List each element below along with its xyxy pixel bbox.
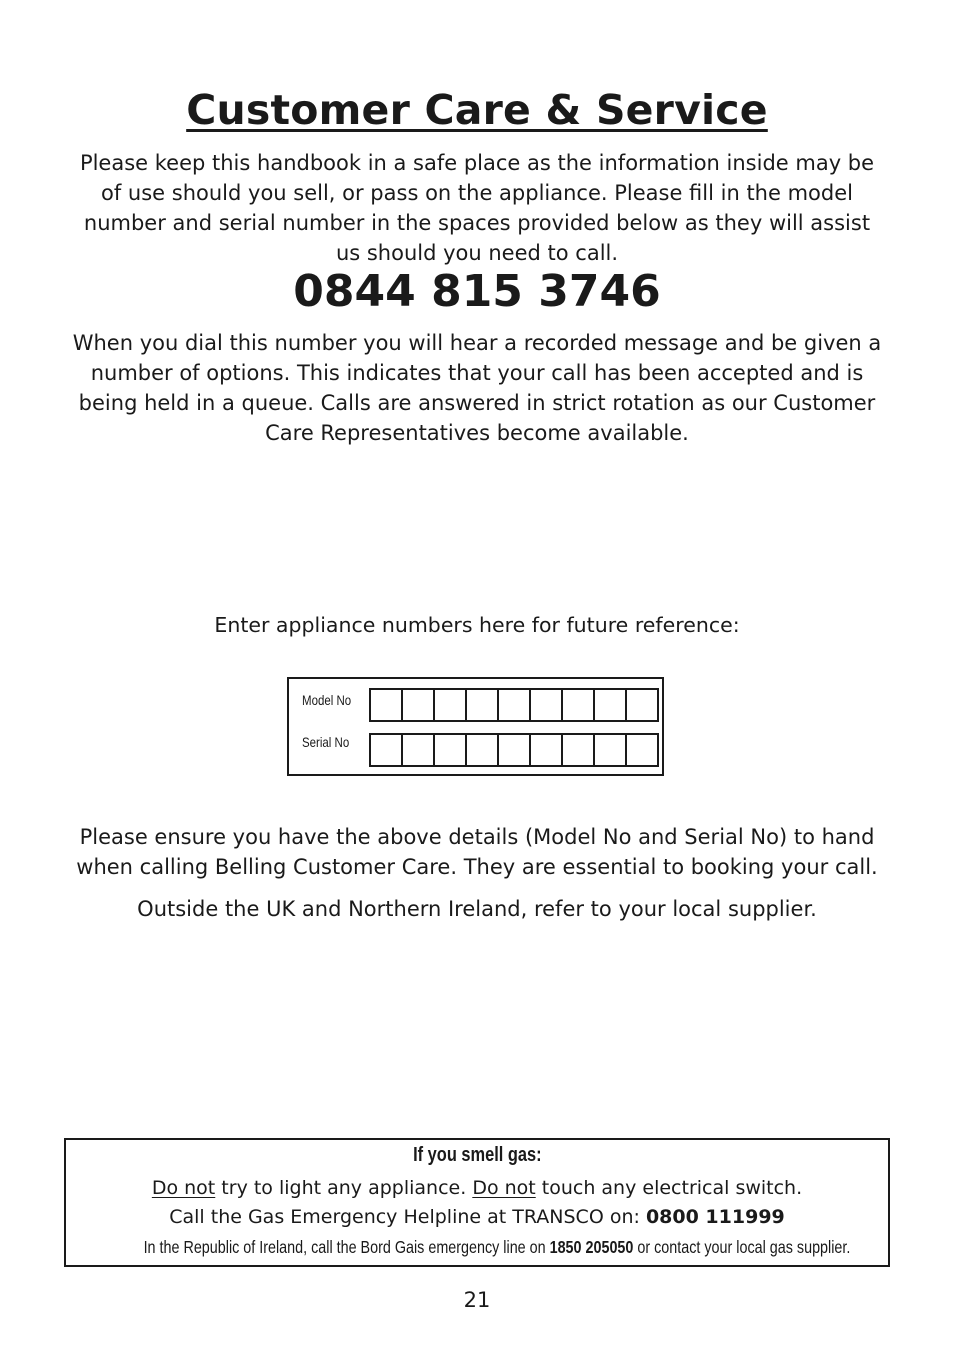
gas-warning-text: touch any electrical switch. — [535, 1177, 803, 1199]
serial-number-label: Serial No — [302, 734, 350, 750]
serial-number-cell[interactable] — [627, 735, 659, 765]
serial-number-field[interactable] — [369, 733, 659, 767]
serial-number-cell[interactable] — [563, 735, 595, 765]
intro-paragraph: Please keep this handbook in a safe place as the information inside may be of use should you sell, or pass on the appliance. Please fill in the model number and serial number in the spaces provided below as they will assist us should you need to call. — [79, 151, 875, 265]
serial-number-cell[interactable] — [435, 735, 467, 765]
gas-warning-text: try to light any appliance. — [215, 1177, 473, 1199]
enter-numbers-prompt: Enter appliance numbers here for future reference: — [214, 613, 740, 637]
model-number-label: Model No — [302, 692, 352, 708]
queue-info-paragraph: When you dial this number you will hear a recorded message and be given a number of options. This indicates that your call has been accepted and is being held in a queue. Calls are answered in strict rotation as our Customer Care Representatives become available. — [72, 331, 882, 445]
serial-number-cell[interactable] — [403, 735, 435, 765]
ensure-details-note: Please ensure you have the above details (Model No and Serial No) to hand when calling Belling Customer Care. They are essential to booking your call. — [76, 825, 878, 879]
serial-number-cell[interactable] — [531, 735, 563, 765]
gas-helpline-text: Call the Gas Emergency Helpline at TRANSCO on: — [169, 1206, 646, 1228]
outside-uk-note: Outside the UK and Northern Ireland, refer to your local supplier. — [137, 897, 817, 921]
model-number-cell[interactable] — [403, 690, 435, 720]
gas-helpline-line — [66, 1206, 888, 1228]
serial-number-cell[interactable] — [371, 735, 403, 765]
gas-warning-box — [64, 1138, 890, 1267]
do-not-emphasis: Do not — [472, 1177, 536, 1199]
ireland-emergency-text: In the Republic of Ireland, call the Bord Gais emergency line on — [143, 1237, 550, 1257]
page-title: Customer Care & Service — [186, 86, 768, 134]
gas-warning-line — [66, 1177, 888, 1199]
model-number-cell[interactable] — [627, 690, 659, 720]
model-number-cell[interactable] — [563, 690, 595, 720]
gas-helpline-number: 0800 111999 — [645, 1206, 785, 1228]
model-number-cell[interactable] — [531, 690, 563, 720]
model-number-cell[interactable] — [595, 690, 627, 720]
ireland-emergency-number: 1850 205050 — [549, 1237, 634, 1257]
model-number-cell[interactable] — [371, 690, 403, 720]
appliance-numbers-form — [287, 677, 664, 776]
gas-warning-heading: If you smell gas: — [412, 1144, 542, 1166]
model-number-cell[interactable] — [435, 690, 467, 720]
serial-number-cell[interactable] — [499, 735, 531, 765]
page-number: 21 — [463, 1288, 491, 1312]
model-number-field[interactable] — [369, 688, 659, 722]
model-number-cell[interactable] — [467, 690, 499, 720]
ireland-emergency-line — [144, 1237, 851, 1258]
model-number-cell[interactable] — [499, 690, 531, 720]
serial-number-cell[interactable] — [595, 735, 627, 765]
do-not-emphasis: Do not — [151, 1177, 216, 1199]
customer-care-phone-number: 0844 815 3746 — [293, 266, 661, 317]
ireland-emergency-text: or contact your local gas supplier. — [633, 1237, 851, 1257]
serial-number-cell[interactable] — [467, 735, 499, 765]
